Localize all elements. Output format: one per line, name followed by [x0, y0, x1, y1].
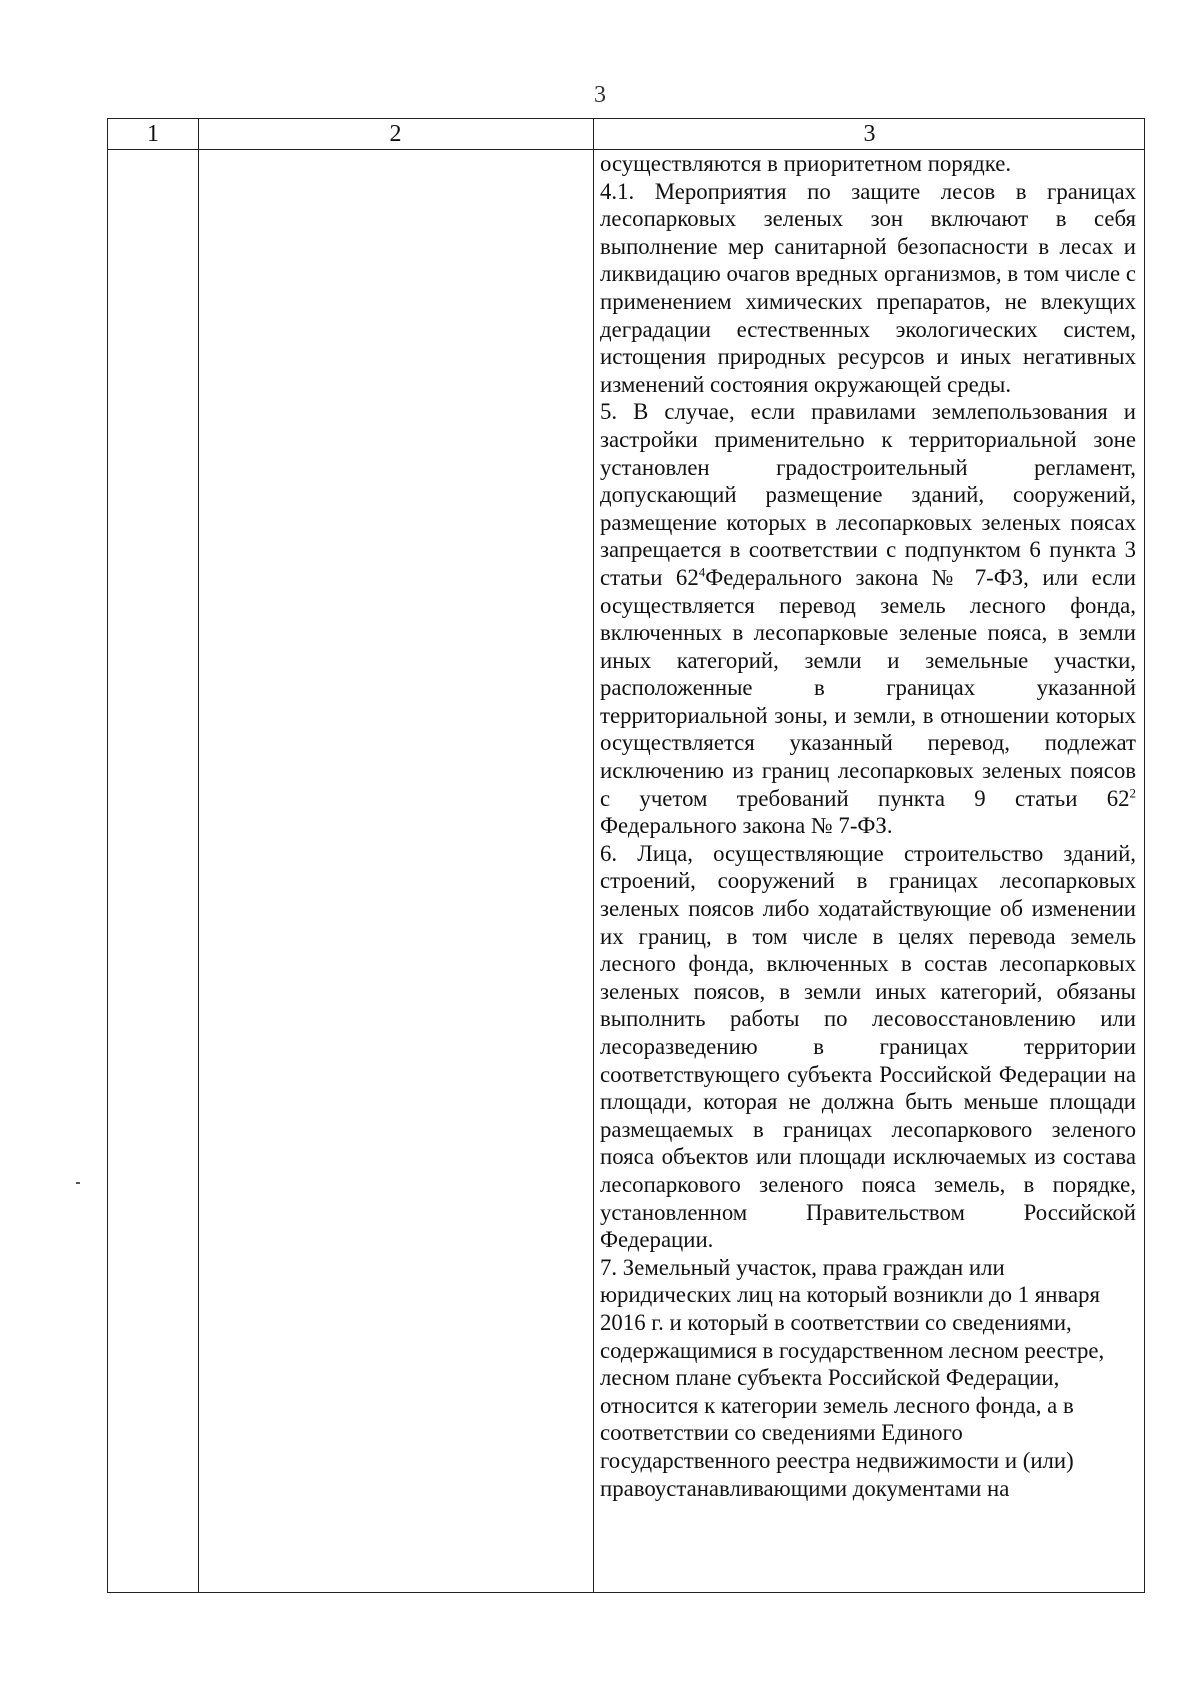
paragraph-6: 6. Лица, осуществляющие строительство зданий, строений, сооружений в границах лесопарковых зеленых поясов либо ходатайствующие об изменении их границ, в том числе в целях перевода земель лесного фонда, включенных в состав лесопарковых зеленых поясов, в земли иных категорий, обязаны выполнить работы по лесовосстановлению или лесоразведению в границах территории соответствующего субъекта Российской Федерации на площади, которая не должна быть меньше площади размещаемых в границах лесопаркового зеленого пояса объектов или площади исключаемых из состава лесопаркового зеленого пояса земель, в порядке, установленном Правительством Российской Федерации.	[600, 840, 1136, 1253]
page-number: 3	[594, 82, 606, 108]
paragraph-continuation: осуществляются в приоритетном порядке.	[600, 151, 1012, 176]
column-header-1: 1	[147, 121, 159, 147]
scan-mark	[76, 1182, 80, 1184]
paragraph-4-1: 4.1. Мероприятия по защите лесов в границах лесопарковых зеленых зон включают в себя выполнение мер санитарной безопасности в лесах и ликвидацию очагов вредных организмов, в том числе с применением химических препаратов, не влекущих деградации естественных экологических систем, истощения природных ресурсов и иных негативных изменений состояния окружающей среды.	[600, 178, 1136, 397]
paragraph-5	[600, 398, 1136, 840]
column-header-3: 3	[863, 121, 876, 147]
column-3-content	[600, 150, 1136, 1502]
superscript-2: 2	[1129, 785, 1136, 801]
column-header-2: 2	[389, 121, 402, 147]
superscript-4: 4	[698, 564, 706, 580]
paragraph-5-text-a: 5. В случае, если правилами землепользования и застройки применительно к территориальной зоне установлен градостроительный регламент, допускающий размещение зданий, сооружений, размещение которых в лесопарковых зеленых поясах запрещается в соответствии с подпунктом 6 пункта 3 статьи 62	[600, 399, 1136, 590]
column-divider-1	[198, 119, 199, 1592]
paragraph-5-text-b: Федерального закона № 7-ФЗ, или если осуществляется перевод земель лесного фонда, включенных в лесопарковые зеленые пояса, в земли иных категорий, земли и земельные участки, расположенные в границах указанной территориальной зоны, и земли, в отношении которых осуществляется указанный перевод, подлежат исключению из границ лесопарковых зеленых поясов с учетом требований пункта 9 статьи 62	[600, 564, 1136, 811]
paragraph-7: 7. Земельный участок, права граждан или юридических лиц на который возникли до 1 января 2016 г. и который в соответствии со сведениями, содержащимися в государственном лесном реестре, лесном плане субъекта Российской Федерации, относится к категории земель лесного фонда, а в соответствии со сведениями Единого государственного реестра недвижимости и (или) правоустанавливающими документами на	[600, 1254, 1105, 1501]
document-table	[107, 118, 1145, 1593]
paragraph-5-text-c: Федерального закона № 7-ФЗ.	[600, 813, 893, 839]
column-divider-2	[593, 119, 594, 1592]
